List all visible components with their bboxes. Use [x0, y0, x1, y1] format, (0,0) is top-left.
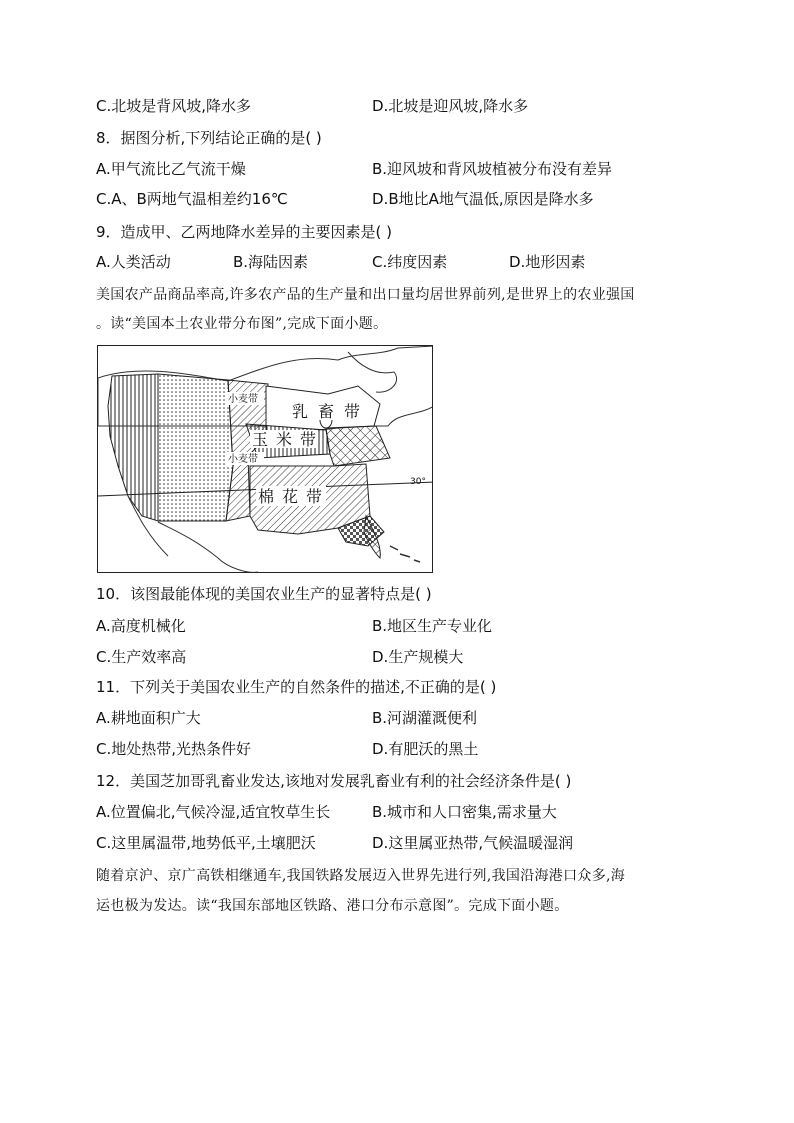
west-zone: [108, 374, 158, 521]
us-agricultural-belt-map: [97, 345, 433, 573]
q11-option-b: B.河湖灌溉便利: [372, 709, 478, 727]
q9-option-c: C.纬度因素: [372, 253, 448, 271]
passage2-line-1: 随着京沪、京广高铁相继通车,我国铁路发展迈入世界先进行列,我国沿海港口众多,海: [96, 868, 626, 884]
hudson-bay: [348, 352, 397, 392]
map-graphic: [98, 346, 433, 573]
label-corn: 玉米带: [252, 430, 325, 449]
q12-option-b: B.城市和人口密集,需求量大: [372, 803, 557, 821]
q7-option-c: C.北坡是背风坡,降水多: [96, 97, 252, 115]
label-wheat-north: 小麦带: [228, 394, 258, 405]
passage-line-1: 美国农产品商品率高,许多农产品的生产量和出口量均居世界前列,是世界上的农业强国: [96, 287, 635, 303]
q10-option-b: B.地区生产专业化: [372, 617, 493, 635]
q9-option-d: D.地形因素: [509, 253, 586, 271]
q11-option-a: A.耕地面积广大: [96, 709, 201, 727]
label-wheat-south: 小麦带: [228, 454, 258, 465]
q8-option-c: C.A、B两地气温相差约16℃: [96, 190, 288, 208]
q10-option-a: A.高度机械化: [96, 617, 186, 635]
passage2-line-2: 运也极为发达。读“我国东部地区铁路、港口分布示意图”。完成下面小题。: [96, 898, 569, 914]
q9-option-a: A.人类活动: [96, 253, 171, 271]
passage-line-2: 。读“美国本土农业带分布图”,完成下面小题。: [96, 316, 388, 332]
q9-option-b: B.海陆因素: [233, 253, 309, 271]
q9-stem: 9．造成甲、乙两地降水差异的主要因素是( ): [96, 223, 393, 241]
q11-option-d: D.有肥沃的黑土: [372, 740, 479, 758]
q8-option-b: B.迎风坡和背风坡植被分布没有差异: [372, 160, 613, 178]
q11-stem: 11．下列关于美国农业生产的自然条件的描述,不正确的是( ): [96, 678, 497, 696]
label-dairy: 乳畜带: [292, 402, 371, 421]
q10-option-d: D.生产规模大: [372, 648, 464, 666]
q10-option-c: C.生产效率高: [96, 648, 187, 666]
label-cotton: 棉花带: [258, 487, 331, 506]
q12-stem: 12．美国芝加哥乳畜业发达,该地对发展乳畜业有利的社会经济条件是( ): [96, 772, 572, 790]
q12-option-d: D.这里属亚热带,气候温暖湿润: [372, 834, 574, 852]
caribbean-islands: [390, 546, 420, 562]
q12-option-a: A.位置偏北,气候冷湿,适宜牧草生长: [96, 803, 331, 821]
mixed-zone: [326, 426, 390, 466]
q7-option-d: D.北坡是迎风坡,降水多: [372, 97, 529, 115]
grazing-zone: [158, 374, 233, 521]
q8-option-d: D.B地比A地气温低,原因是降水多: [372, 190, 594, 208]
q8-stem: 8．据图分析,下列结论正确的是( ): [96, 129, 322, 147]
label-30-degrees: 30°: [410, 477, 426, 487]
q11-option-c: C.地处热带,光热条件好: [96, 740, 252, 758]
q10-stem: 10．该图最能体现的美国农业生产的显著特点是( ): [96, 585, 432, 603]
q12-option-c: C.这里属温带,地势低平,土壤肥沃: [96, 834, 316, 852]
q8-option-a: A.甲气流比乙气流干燥: [96, 160, 246, 178]
